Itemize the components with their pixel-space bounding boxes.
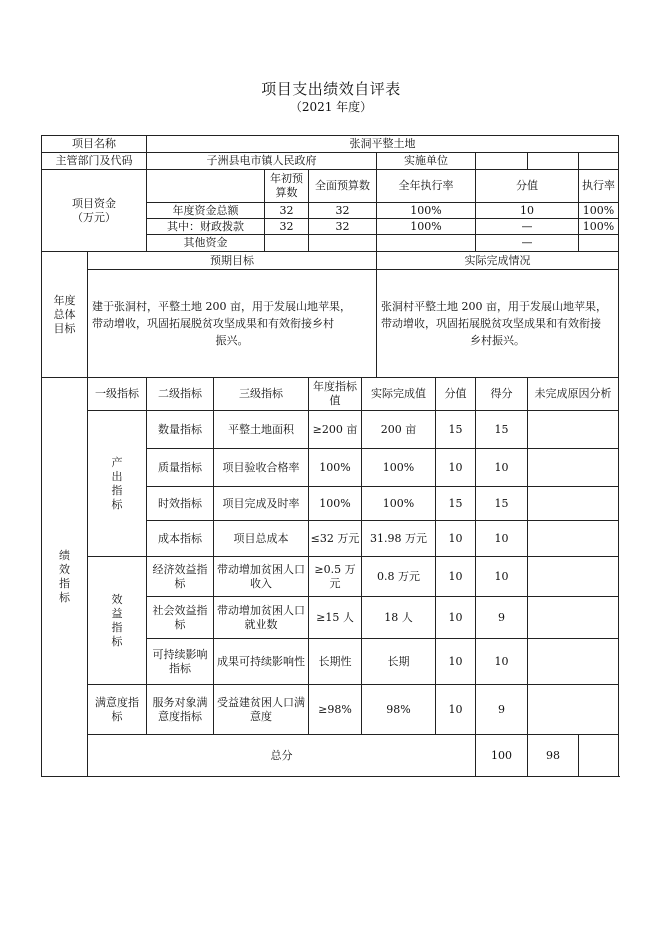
perf-value: 15 bbox=[436, 487, 476, 521]
perf-target: ≥200 亩 bbox=[309, 411, 362, 449]
perf-group-benefit bbox=[88, 557, 147, 685]
perf-l2: 质量指标 bbox=[147, 449, 214, 487]
row-total bbox=[42, 735, 619, 777]
evaluation-table bbox=[41, 135, 619, 777]
goal-expected-line: 振兴。 bbox=[215, 334, 249, 347]
perf-header-level2: 二级指标 bbox=[147, 378, 214, 411]
perf-l3: 带动增加贫困人口就业数 bbox=[214, 597, 309, 639]
fund-row-label: 其他资金 bbox=[147, 235, 265, 252]
perf-score: 10 bbox=[476, 639, 528, 685]
perf-reason bbox=[528, 487, 619, 521]
perf-target: 长期性 bbox=[309, 639, 362, 685]
total-reason bbox=[579, 735, 619, 777]
perf-l3: 项目总成本 bbox=[214, 521, 309, 557]
perf-value: 10 bbox=[436, 557, 476, 597]
fund-row-full: 32 bbox=[309, 219, 377, 235]
goal-actual-line: 张洞村平整土地 200 亩，用于发展山地苹果， bbox=[381, 300, 607, 313]
perf-l2: 服务对象满意度指标 bbox=[147, 685, 214, 735]
dept-value: 子洲县电市镇人民政府 bbox=[147, 153, 377, 170]
perf-score: 9 bbox=[476, 597, 528, 639]
perf-score: 15 bbox=[476, 411, 528, 449]
fund-row-label: 年度资金总额 bbox=[147, 203, 265, 219]
perf-group-char: 效 bbox=[111, 592, 123, 606]
perf-reason bbox=[528, 449, 619, 487]
perf-actual: 100% bbox=[362, 449, 436, 487]
perf-l2: 成本指标 bbox=[147, 521, 214, 557]
perf-header-actual: 实际完成值 bbox=[362, 378, 436, 411]
perf-group-output bbox=[88, 411, 147, 557]
perf-l2: 时效指标 bbox=[147, 487, 214, 521]
perf-header-target: 年度指标值 bbox=[309, 378, 362, 411]
row-goal-header bbox=[42, 252, 619, 270]
total-label: 总分 bbox=[88, 735, 476, 777]
row-perf-header bbox=[42, 378, 619, 411]
perf-actual: 18 人 bbox=[362, 597, 436, 639]
goal-label-char: 总体 bbox=[53, 307, 76, 321]
row-fund-header bbox=[42, 170, 619, 203]
fund-row-value: 10 bbox=[476, 203, 579, 219]
goal-actual-line: 乡村振兴。 bbox=[470, 334, 525, 347]
fund-row-rate: 100% bbox=[579, 203, 619, 219]
perf-group-char: 产 bbox=[111, 455, 123, 469]
perf-reason bbox=[528, 521, 619, 557]
perf-header-level1: 一级指标 bbox=[88, 378, 147, 411]
row-goal-body bbox=[42, 270, 619, 378]
perf-target: 100% bbox=[309, 487, 362, 521]
project-name-value: 张洞平整土地 bbox=[147, 136, 619, 153]
perf-value: 10 bbox=[436, 521, 476, 557]
fund-row-rate: 100% bbox=[579, 219, 619, 235]
fund-label bbox=[42, 170, 147, 252]
perf-l2: 经济效益指标 bbox=[147, 557, 214, 597]
perf-target: ≥98% bbox=[309, 685, 362, 735]
fund-row-exec-full: 100% bbox=[377, 203, 476, 219]
goal-actual-line: 带动增收，巩固拓展脱贫攻坚成果和有效衔接 bbox=[381, 317, 601, 330]
perf-label bbox=[42, 378, 88, 777]
fund-row-exec-full bbox=[377, 235, 476, 252]
perf-reason bbox=[528, 685, 619, 735]
goal-expected-text bbox=[88, 270, 377, 378]
perf-header-reason: 未完成原因分析 bbox=[528, 378, 619, 411]
fund-header-exec-full: 全年执行率 bbox=[377, 170, 476, 203]
fund-label-line1: 项目资金 bbox=[72, 196, 116, 210]
perf-reason bbox=[528, 411, 619, 449]
perf-group-char: 出 bbox=[111, 469, 123, 483]
total-score: 98 bbox=[528, 735, 579, 777]
perf-l3: 平整土地面积 bbox=[214, 411, 309, 449]
fund-row-label: 其中：财政拨款 bbox=[147, 219, 265, 235]
perf-l2: 社会效益指标 bbox=[147, 597, 214, 639]
goal-actual-header: 实际完成情况 bbox=[377, 252, 619, 270]
perf-l2: 数量指标 bbox=[147, 411, 214, 449]
perf-value: 15 bbox=[436, 411, 476, 449]
fund-row-exec-full: 100% bbox=[377, 219, 476, 235]
table-row bbox=[42, 685, 619, 735]
table-row bbox=[42, 557, 619, 597]
perf-score: 15 bbox=[476, 487, 528, 521]
impl-value-3 bbox=[579, 153, 619, 170]
fund-header-rate: 执行率 bbox=[579, 170, 619, 203]
perf-score: 9 bbox=[476, 685, 528, 735]
perf-target: ≥15 人 bbox=[309, 597, 362, 639]
goal-label-char: 年度 bbox=[53, 293, 76, 307]
fund-row-initial: 32 bbox=[265, 203, 309, 219]
dept-label: 主管部门及代码 bbox=[42, 153, 147, 170]
fund-row-full bbox=[309, 235, 377, 252]
perf-label-char: 效 bbox=[59, 563, 70, 576]
fund-row-initial bbox=[265, 235, 309, 252]
perf-target: ≤32 万元 bbox=[309, 521, 362, 557]
table-row bbox=[42, 411, 619, 449]
fund-header-value: 分值 bbox=[476, 170, 579, 203]
perf-header-score: 得分 bbox=[476, 378, 528, 411]
row-department bbox=[42, 153, 619, 170]
perf-l3: 受益建贫困人口满意度 bbox=[214, 685, 309, 735]
perf-reason bbox=[528, 597, 619, 639]
perf-l3: 项目验收合格率 bbox=[214, 449, 309, 487]
impl-value-1 bbox=[476, 153, 528, 170]
perf-l3: 项目完成及时率 bbox=[214, 487, 309, 521]
perf-score: 10 bbox=[476, 449, 528, 487]
perf-label-char: 绩 bbox=[59, 549, 70, 562]
perf-header-value: 分值 bbox=[436, 378, 476, 411]
fund-row-full: 32 bbox=[309, 203, 377, 219]
page-title: 项目支出绩效自评表 bbox=[261, 80, 401, 98]
perf-target: ≥0.5 万元 bbox=[309, 557, 362, 597]
perf-actual: 长期 bbox=[362, 639, 436, 685]
impl-value-2 bbox=[528, 153, 579, 170]
perf-value: 10 bbox=[436, 597, 476, 639]
impl-label: 实施单位 bbox=[377, 153, 476, 170]
fund-label-line2: （万元） bbox=[72, 210, 116, 224]
perf-actual: 100% bbox=[362, 487, 436, 521]
fund-row-initial: 32 bbox=[265, 219, 309, 235]
perf-actual: 31.98 万元 bbox=[362, 521, 436, 557]
perf-group-char: 益 bbox=[111, 606, 123, 620]
fund-row-value: — bbox=[476, 219, 579, 235]
perf-group-char: 指 bbox=[111, 483, 123, 497]
goal-label bbox=[42, 252, 88, 378]
perf-reason bbox=[528, 639, 619, 685]
perf-target: 100% bbox=[309, 449, 362, 487]
perf-reason bbox=[528, 557, 619, 597]
goal-expected-line: 带动增收，巩固拓展脱贫攻坚成果和有效衔接乡村 bbox=[92, 317, 334, 330]
perf-l3: 带动增加贫困人口收入 bbox=[214, 557, 309, 597]
fund-header-initial: 年初预算数 bbox=[265, 170, 309, 203]
perf-actual: 0.8 万元 bbox=[362, 557, 436, 597]
project-name-label: 项目名称 bbox=[42, 136, 147, 153]
goal-label-char: 目标 bbox=[53, 321, 76, 335]
fund-header-blank bbox=[147, 170, 265, 203]
goal-actual-text bbox=[377, 270, 619, 378]
perf-group-char: 指 bbox=[111, 620, 123, 634]
perf-value: 10 bbox=[436, 449, 476, 487]
perf-header-level3: 三级指标 bbox=[214, 378, 309, 411]
perf-l3: 成果可持续影响性 bbox=[214, 639, 309, 685]
fund-row-value: — bbox=[476, 235, 579, 252]
page-subtitle: （2021 年度） bbox=[289, 100, 373, 114]
perf-group-char: 标 bbox=[111, 634, 123, 648]
fund-row-rate bbox=[579, 235, 619, 252]
perf-group-char: 标 bbox=[111, 497, 123, 511]
perf-score: 10 bbox=[476, 521, 528, 557]
perf-value: 10 bbox=[436, 639, 476, 685]
perf-value: 10 bbox=[436, 685, 476, 735]
perf-label-char: 标 bbox=[59, 591, 70, 604]
total-value: 100 bbox=[476, 735, 528, 777]
perf-score: 10 bbox=[476, 557, 528, 597]
goal-expected-header: 预期目标 bbox=[88, 252, 377, 270]
row-project-name bbox=[42, 136, 619, 153]
perf-group-satisfaction: 满意度指标 bbox=[88, 685, 147, 735]
goal-expected-line: 建于张洞村，平整土地 200 亩，用于发展山地苹果， bbox=[92, 300, 351, 313]
perf-actual: 98% bbox=[362, 685, 436, 735]
perf-label-char: 指 bbox=[59, 577, 70, 590]
perf-l2: 可持续影响指标 bbox=[147, 639, 214, 685]
perf-actual: 200 亩 bbox=[362, 411, 436, 449]
fund-header-full: 全面预算数 bbox=[309, 170, 377, 203]
